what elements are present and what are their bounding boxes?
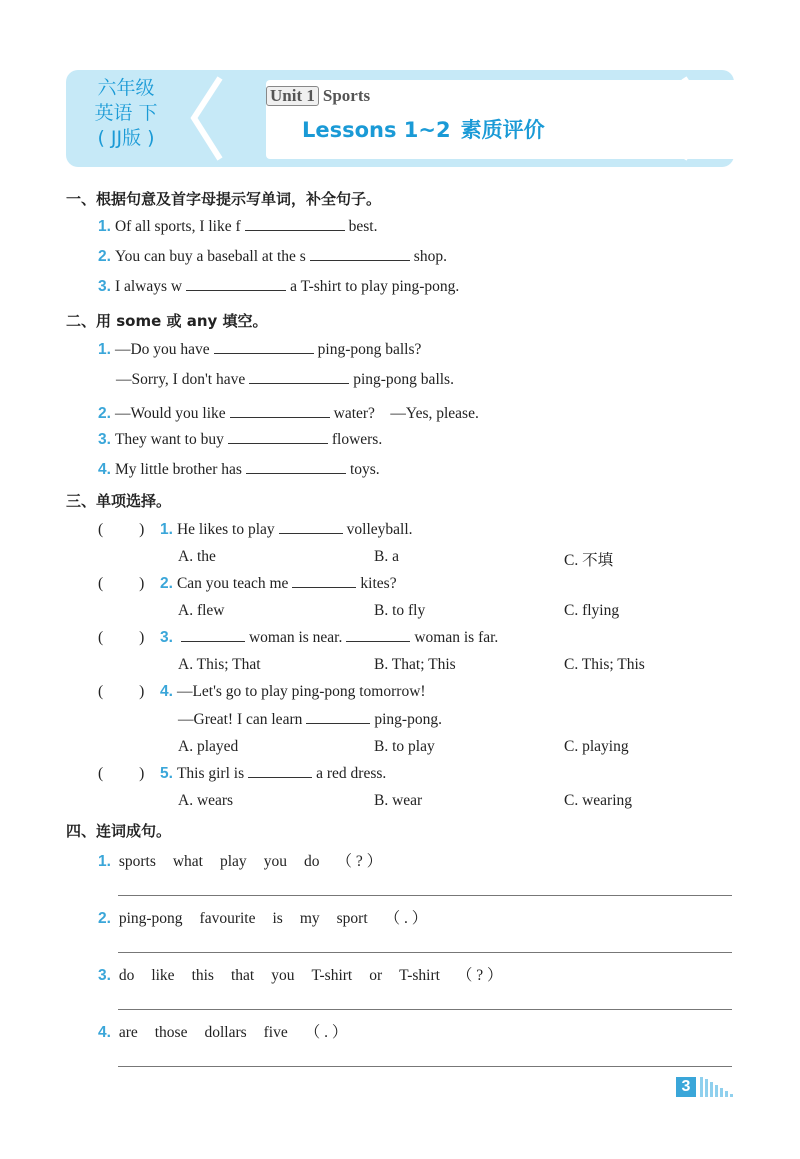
answer-blank[interactable] [230, 405, 330, 418]
answer-paren[interactable]: ( ) [98, 521, 145, 538]
unit-heading [266, 86, 370, 106]
answer-paren[interactable]: ( ) [98, 683, 145, 700]
answer-line[interactable] [118, 1066, 732, 1067]
list-item: 3. They want to buy flowers. [98, 431, 383, 448]
answer-blank [248, 765, 312, 778]
list-item: 3. do like this that you T-shirt or T-shirt （ ? ） [98, 967, 503, 984]
answer-line[interactable] [118, 952, 732, 953]
list-item: 4. My little brother has toys. [98, 461, 380, 478]
answer-line[interactable] [118, 1009, 732, 1010]
section-3-title: 三、单项选择。 [66, 492, 172, 510]
list-item: 1. —Do you have ping-pong balls? [98, 341, 422, 358]
list-item: 4. are those dollars five （ . ） [98, 1024, 348, 1041]
grade-line-1: 六年级 [97, 77, 155, 99]
list-item: 1. sports what play you do （ ? ） [98, 853, 383, 870]
option-c[interactable]: C. playing [564, 738, 629, 755]
option-a[interactable]: A. played [178, 738, 239, 755]
option-c[interactable]: C. flying [564, 602, 620, 619]
list-item: 2. You can buy a baseball at the s shop. [98, 248, 447, 265]
grade-line-3: ( JJ版 ) [97, 127, 155, 149]
chevron-right-icon [678, 76, 718, 161]
answer-paren[interactable]: ( ) [98, 765, 145, 782]
list-item: 3. woman is near. woman is far. [160, 629, 499, 646]
answer-paren[interactable]: ( ) [98, 629, 145, 646]
option-b[interactable]: B. a [374, 548, 399, 565]
page-decoration-icon [700, 1077, 734, 1097]
option-c[interactable]: C. wearing [564, 792, 633, 809]
evaluation-label: 素质评价 [460, 118, 545, 142]
answer-line[interactable] [118, 895, 732, 896]
option-a[interactable]: A. This; That [178, 656, 261, 673]
answer-blank [181, 629, 245, 642]
unit-name: Sports [322, 86, 371, 105]
section-1-title: 一、根据句意及首字母提示写单词，补全句子。 [66, 190, 382, 208]
option-c[interactable]: C. This; This [564, 656, 645, 673]
lesson-range: Lessons 1~2 [302, 118, 451, 142]
answer-blank[interactable] [249, 371, 349, 384]
list-item: 1. He likes to play volleyball. [160, 521, 413, 538]
list-item: —Sorry, I don't have ping-pong balls. [116, 371, 454, 388]
list-item: 1. Of all sports, I like f best. [98, 218, 378, 235]
section-2-title: 二、用 some 或 any 填空。 [66, 312, 268, 330]
grade-label [66, 76, 186, 151]
unit-badge: Unit 1 [266, 86, 319, 106]
answer-blank[interactable] [228, 431, 328, 444]
option-b[interactable]: B. to play [374, 738, 435, 755]
lesson-title [302, 114, 545, 144]
list-item: 4. —Let's go to play ping-pong tomorrow! [160, 683, 426, 700]
list-item: 2. —Would you like water? —Yes, please. [98, 405, 479, 422]
option-b[interactable]: B. wear [374, 792, 423, 809]
list-item: 2. Can you teach me kites? [160, 575, 397, 592]
option-a[interactable]: A. the [178, 548, 216, 565]
list-item: —Great! I can learn ping-pong. [178, 711, 442, 728]
option-b[interactable]: B. to fly [374, 602, 426, 619]
answer-blank[interactable] [310, 248, 410, 261]
grade-line-2: 英语 下 [94, 102, 158, 124]
option-a[interactable]: A. wears [178, 792, 234, 809]
list-item: 5. This girl is a red dress. [160, 765, 387, 782]
list-item: 2. ping-pong favourite is my sport （ . ） [98, 910, 428, 927]
option-b[interactable]: B. That; This [374, 656, 456, 673]
answer-blank [292, 575, 356, 588]
answer-paren[interactable]: ( ) [98, 575, 145, 592]
page-number: 3 [676, 1077, 696, 1097]
answer-blank [346, 629, 410, 642]
answer-blank[interactable] [245, 218, 345, 231]
list-item: 3. I always w a T-shirt to play ping-pong. [98, 278, 460, 295]
section-4-title: 四、连词成句。 [66, 822, 172, 840]
option-c[interactable]: C. 不填 [564, 552, 614, 569]
option-a[interactable]: A. flew [178, 602, 225, 619]
answer-blank[interactable] [186, 278, 286, 291]
chevron-left-icon [186, 76, 226, 161]
answer-blank [279, 521, 343, 534]
header-banner [66, 70, 734, 167]
answer-blank[interactable] [246, 461, 346, 474]
answer-blank[interactable] [214, 341, 314, 354]
answer-blank [306, 711, 370, 724]
